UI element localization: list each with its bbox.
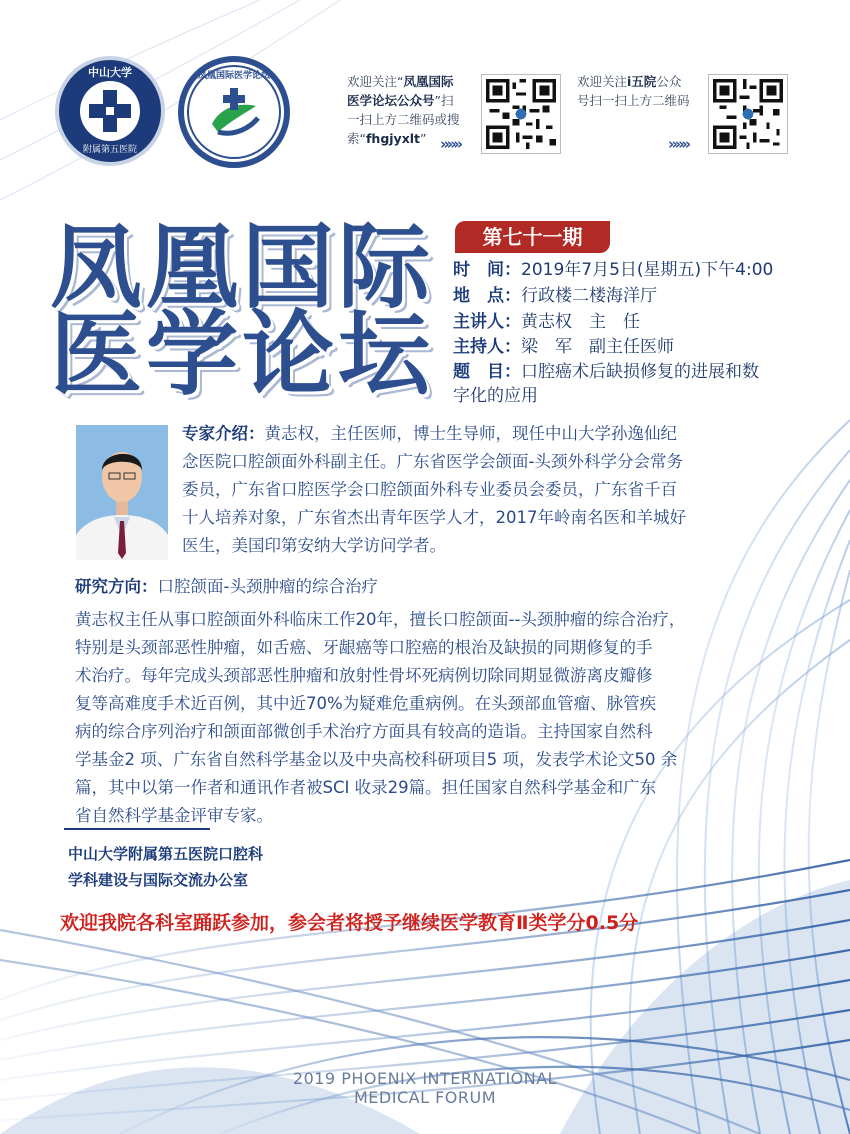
arrows-icon: »»» xyxy=(440,135,461,153)
promo2-bold: i五院 xyxy=(627,74,657,89)
info-time-label: 时 间： xyxy=(453,260,521,280)
info-speaker-label: 主讲人： xyxy=(453,312,521,332)
speaker-photo xyxy=(76,425,168,560)
research-direction xyxy=(75,573,378,597)
description-line: 术治疗。每年完成头颈部恶性肿瘤和放射性骨坏死病例切除同期显微游离皮瓣修 xyxy=(75,666,653,685)
section-divider xyxy=(64,828,210,830)
promo1-bold: 凤凰国际 xyxy=(403,74,454,89)
logo-sysu-top-text: 中山大学 xyxy=(88,66,132,79)
promo1-text: 欢迎关注“ xyxy=(347,74,404,89)
promo1-search-keyword: fhgjyxlt xyxy=(365,131,421,146)
expert-intro-line: 十人培养对象，广东省杰出青年医学人才，2017年岭南名医和羊城好 xyxy=(182,508,686,527)
info-host xyxy=(453,335,674,359)
promo2-text: 号扫一扫上方二维码 xyxy=(577,93,690,108)
info-place-label: 地 点： xyxy=(453,286,521,306)
forum-title-line1: 凤凰国际 xyxy=(50,214,435,321)
description-line: 学基金2 项、广东省自然科学基金以及中央高校科研项目5 项，发表学术论文50 余 xyxy=(75,750,678,769)
welcome-notice: 欢迎我院各科室踊跃参加，参会者将授予继续医学教育Ⅱ类学分0.5分 xyxy=(60,912,639,934)
organizer-line2: 学科建设与国际交流办公室 xyxy=(68,871,249,889)
arrows-icon: »»» xyxy=(668,135,689,153)
info-time-value: 2019年7月5日(星期五)下午4:00 xyxy=(521,260,774,280)
description-line: 黄志权主任从事口腔颌面外科临床工作20年，擅长口腔颌面--头颈肿瘤的综合治疗， xyxy=(75,610,686,629)
promo2-text: 欢迎关注 xyxy=(577,74,628,89)
footer-english-line2: MEDICAL FORUM xyxy=(354,1088,496,1107)
description-line: 省自然科学基金评审专家。 xyxy=(75,806,273,825)
promo1-text: ”扫 xyxy=(434,93,454,108)
info-host-label: 主持人： xyxy=(453,337,521,357)
footer-english-line1: 2019 PHOENIX INTERNATIONAL xyxy=(292,1069,558,1088)
qr-code-hospital[interactable] xyxy=(708,74,788,154)
description-line: 篇，其中以第一作者和通讯作者被SCI 收录29篇。担任国家自然科学基金和广东 xyxy=(75,778,657,797)
expert-label: 专家介绍： xyxy=(182,424,265,443)
promo1-text: ” xyxy=(420,131,427,146)
expert-intro-line: 念医院口腔颌面外科副主任。广东省医学会颌面-头颈外科学分会常务 xyxy=(182,452,683,471)
phoenix-forum-logo xyxy=(178,56,290,168)
info-time xyxy=(453,258,773,282)
description-line: 复等高难度手术近百例，其中近70%为疑难危重病例。在头颈部血管瘤、脉管疾 xyxy=(75,694,657,713)
research-value: 口腔颌面-头颈肿瘤的综合治疗 xyxy=(157,577,378,596)
info-topic-continued: 字化的应用 xyxy=(453,386,538,406)
info-speaker xyxy=(453,310,640,334)
info-host-value: 梁 军 副主任医师 xyxy=(521,337,674,357)
research-label: 研究方向： xyxy=(75,577,158,596)
expert-intro-line1 xyxy=(182,420,677,448)
logo-sysu-bottom-text: 附属第五医院 xyxy=(82,145,137,155)
issue-number-badge: 第七十一期 xyxy=(455,221,610,253)
sysu-hospital-logo xyxy=(55,56,165,166)
info-topic-value: 口腔癌术后缺损修复的进展和数 xyxy=(521,362,759,382)
wechat-promo-hospital xyxy=(577,72,690,110)
organizer-line1: 中山大学附属第五医院口腔科 xyxy=(68,845,264,863)
description-line: 特别是头颈部恶性肿瘤，如舌癌、牙龈癌等口腔癌的根治及缺损的同期修复的手 xyxy=(75,638,653,657)
forum-title-line2: 医学论坛 xyxy=(50,301,435,408)
promo1-bold: 医学论坛公众号 xyxy=(347,93,435,108)
info-topic xyxy=(453,360,759,384)
promo2-text: 公众 xyxy=(656,74,682,89)
expert-intro-line: 医生，美国印第安纳大学访问学者。 xyxy=(182,536,446,555)
promo1-text: 索“ xyxy=(347,131,366,146)
logo-phoenix-text: 凤凰国际医学论坛 xyxy=(197,71,270,81)
info-place xyxy=(453,284,657,308)
expert-intro-text: 黄志权，主任医师，博士生导师，现任中山大学孙逸仙纪 xyxy=(264,424,677,443)
qr-code-forum[interactable] xyxy=(481,74,561,154)
description-line: 病的综合序列治疗和颌面部微创手术治疗方面具有较高的造诣。主持国家自然科 xyxy=(75,722,653,741)
promo1-text: 一扫上方二维码或搜 xyxy=(347,112,460,127)
expert-intro-line: 委员，广东省口腔医学会口腔颌面外科专业委员会委员，广东省千百 xyxy=(182,480,677,499)
info-place-value: 行政楼二楼海洋厅 xyxy=(521,286,657,306)
info-speaker-value: 黄志权 主 任 xyxy=(521,312,640,332)
info-topic-label: 题 目： xyxy=(453,362,521,382)
